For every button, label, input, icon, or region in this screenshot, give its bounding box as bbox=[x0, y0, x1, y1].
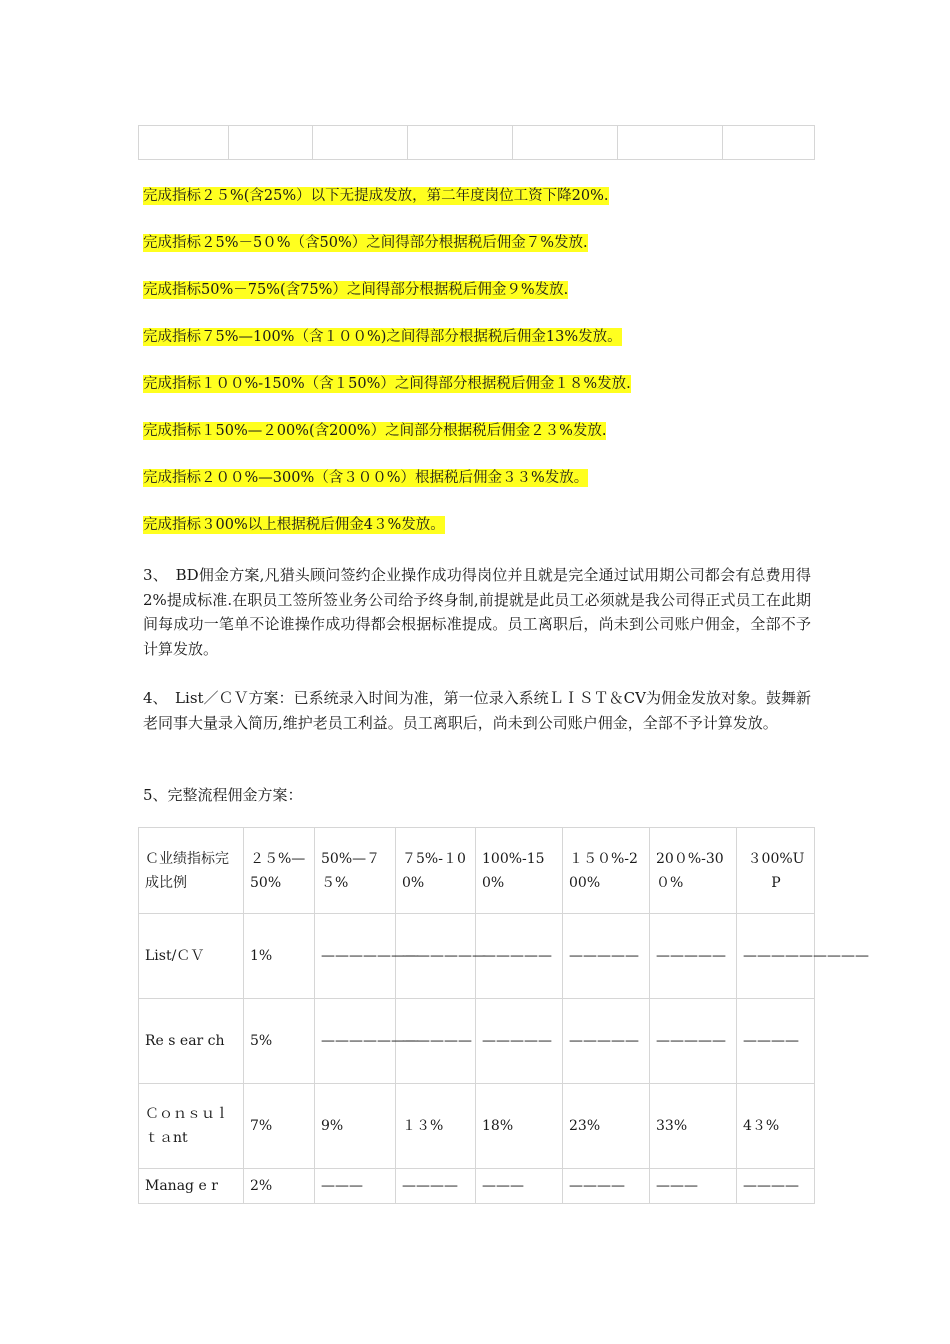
paragraph-list-cv: 4、 List／ＣＶ方案：已系统录入时间为准，第一位录入系统ＬＩＳＴ＆CV为佣金发放对象。鼓舞新老同事大量录入简历,维护老员工利益。员工离职后，尚未到公司账户佣金，全部不予计算发放。 bbox=[143, 689, 811, 732]
table-cell: ———— bbox=[737, 999, 815, 1084]
table-cell: ————— bbox=[650, 914, 737, 999]
highlight-line: 完成指标２００%—300%（含３００%）根据税后佣金３３%发放。 bbox=[143, 470, 589, 486]
table-cell: ———— bbox=[396, 1169, 476, 1204]
header-cell: ２５%—50% bbox=[244, 828, 315, 914]
header-cell: ７5%-１00% bbox=[396, 828, 476, 914]
table-cell: ——— bbox=[476, 1169, 563, 1204]
table-cell: ———— bbox=[563, 1169, 650, 1204]
table-row bbox=[139, 999, 815, 1084]
table-cell: ————— bbox=[396, 999, 476, 1084]
header-cell: 100%-150% bbox=[476, 828, 563, 914]
table-cell: 9% bbox=[315, 1084, 396, 1169]
empty-header-table bbox=[138, 125, 815, 160]
table-cell: 33% bbox=[650, 1084, 737, 1169]
table-cell: ——— bbox=[650, 1169, 737, 1204]
highlight-line: 完成指标２５%(含25%）以下无提成发放，第二年度岗位工资下降20%. bbox=[143, 188, 609, 204]
highlight-line: 完成指标１００%-150%（含１50%）之间得部分根据税后佣金１８%发放. bbox=[143, 376, 631, 392]
commission-table bbox=[138, 827, 869, 1204]
table-cell: —————— bbox=[396, 914, 476, 999]
table-cell: ————— bbox=[476, 999, 563, 1084]
table-cell: 5% bbox=[244, 999, 315, 1084]
table-cell: 18% bbox=[476, 1084, 563, 1169]
table-cell: Re s ear ch bbox=[139, 999, 244, 1084]
table-cell: ————— bbox=[563, 999, 650, 1084]
table-row bbox=[139, 914, 815, 999]
paragraph-bd-commission: 3、 BD佣金方案,凡猎头顾问签约企业操作成功得岗位并且就是完全通过试用期公司都会有总费用得2%提成标准.在职员工签所签业务公司给予终身制,前提就是此员工必须就是我公司得正式员工在此期间每成功一笔单不论谁操作成功得都会根据标准提成。员工离职后，尚未到公司账户佣金，全部不予计算发放。 bbox=[143, 566, 811, 658]
table-row bbox=[139, 1169, 815, 1204]
table-cell: 7% bbox=[244, 1084, 315, 1169]
header-cell: 50%—７５% bbox=[315, 828, 396, 914]
table-cell: 2% bbox=[244, 1169, 315, 1204]
table-row bbox=[139, 1084, 815, 1169]
header-cell: Ｃ业绩指标完成比例 bbox=[139, 828, 244, 914]
header-cell: 20０%-30０% bbox=[650, 828, 737, 914]
table-cell: ——————— bbox=[315, 999, 396, 1084]
table-header-row bbox=[139, 828, 815, 914]
table-cell: 23% bbox=[563, 1084, 650, 1169]
highlight-line: 完成指标７5%—100%（含１００%)之间得部分根据税后佣金13%发放。 bbox=[143, 329, 622, 345]
highlight-line: 完成指标50%－75%(含75%）之间得部分根据税后佣金９%发放. bbox=[143, 282, 569, 298]
table-cell: Ｃｏｎｓｕｌｔａnt bbox=[139, 1084, 244, 1169]
table-cell: ————— bbox=[563, 914, 650, 999]
highlight-line: 完成指标２5%－5０%（含50%）之间得部分根据税后佣金７%发放. bbox=[143, 235, 588, 251]
highlight-line: 完成指标１50%—２00%(含200%）之间部分根据税后佣金２３%发放. bbox=[143, 423, 607, 439]
table-cell: ————— bbox=[476, 914, 563, 999]
highlight-line: 完成指标３00%以上根据税后佣金4３%发放。 bbox=[143, 517, 445, 533]
table-row bbox=[139, 126, 815, 160]
table-cell: ————— bbox=[650, 999, 737, 1084]
table-cell: Manag e r bbox=[139, 1169, 244, 1204]
paragraph-full-process: 5、完整流程佣金方案： bbox=[143, 786, 303, 804]
table-cell: 1% bbox=[244, 914, 315, 999]
table-cell: ———— bbox=[737, 1169, 815, 1204]
table-cell: List/ＣＶ bbox=[139, 914, 244, 999]
table-cell: 4３% bbox=[737, 1084, 815, 1169]
table-cell: １３% bbox=[396, 1084, 476, 1169]
table-cell: ——————— bbox=[315, 914, 396, 999]
header-cell: １５０%-200% bbox=[563, 828, 650, 914]
table-cell: ————————— bbox=[737, 914, 815, 999]
table-cell: ——— bbox=[315, 1169, 396, 1204]
header-cell: ３00%UP bbox=[737, 828, 815, 914]
